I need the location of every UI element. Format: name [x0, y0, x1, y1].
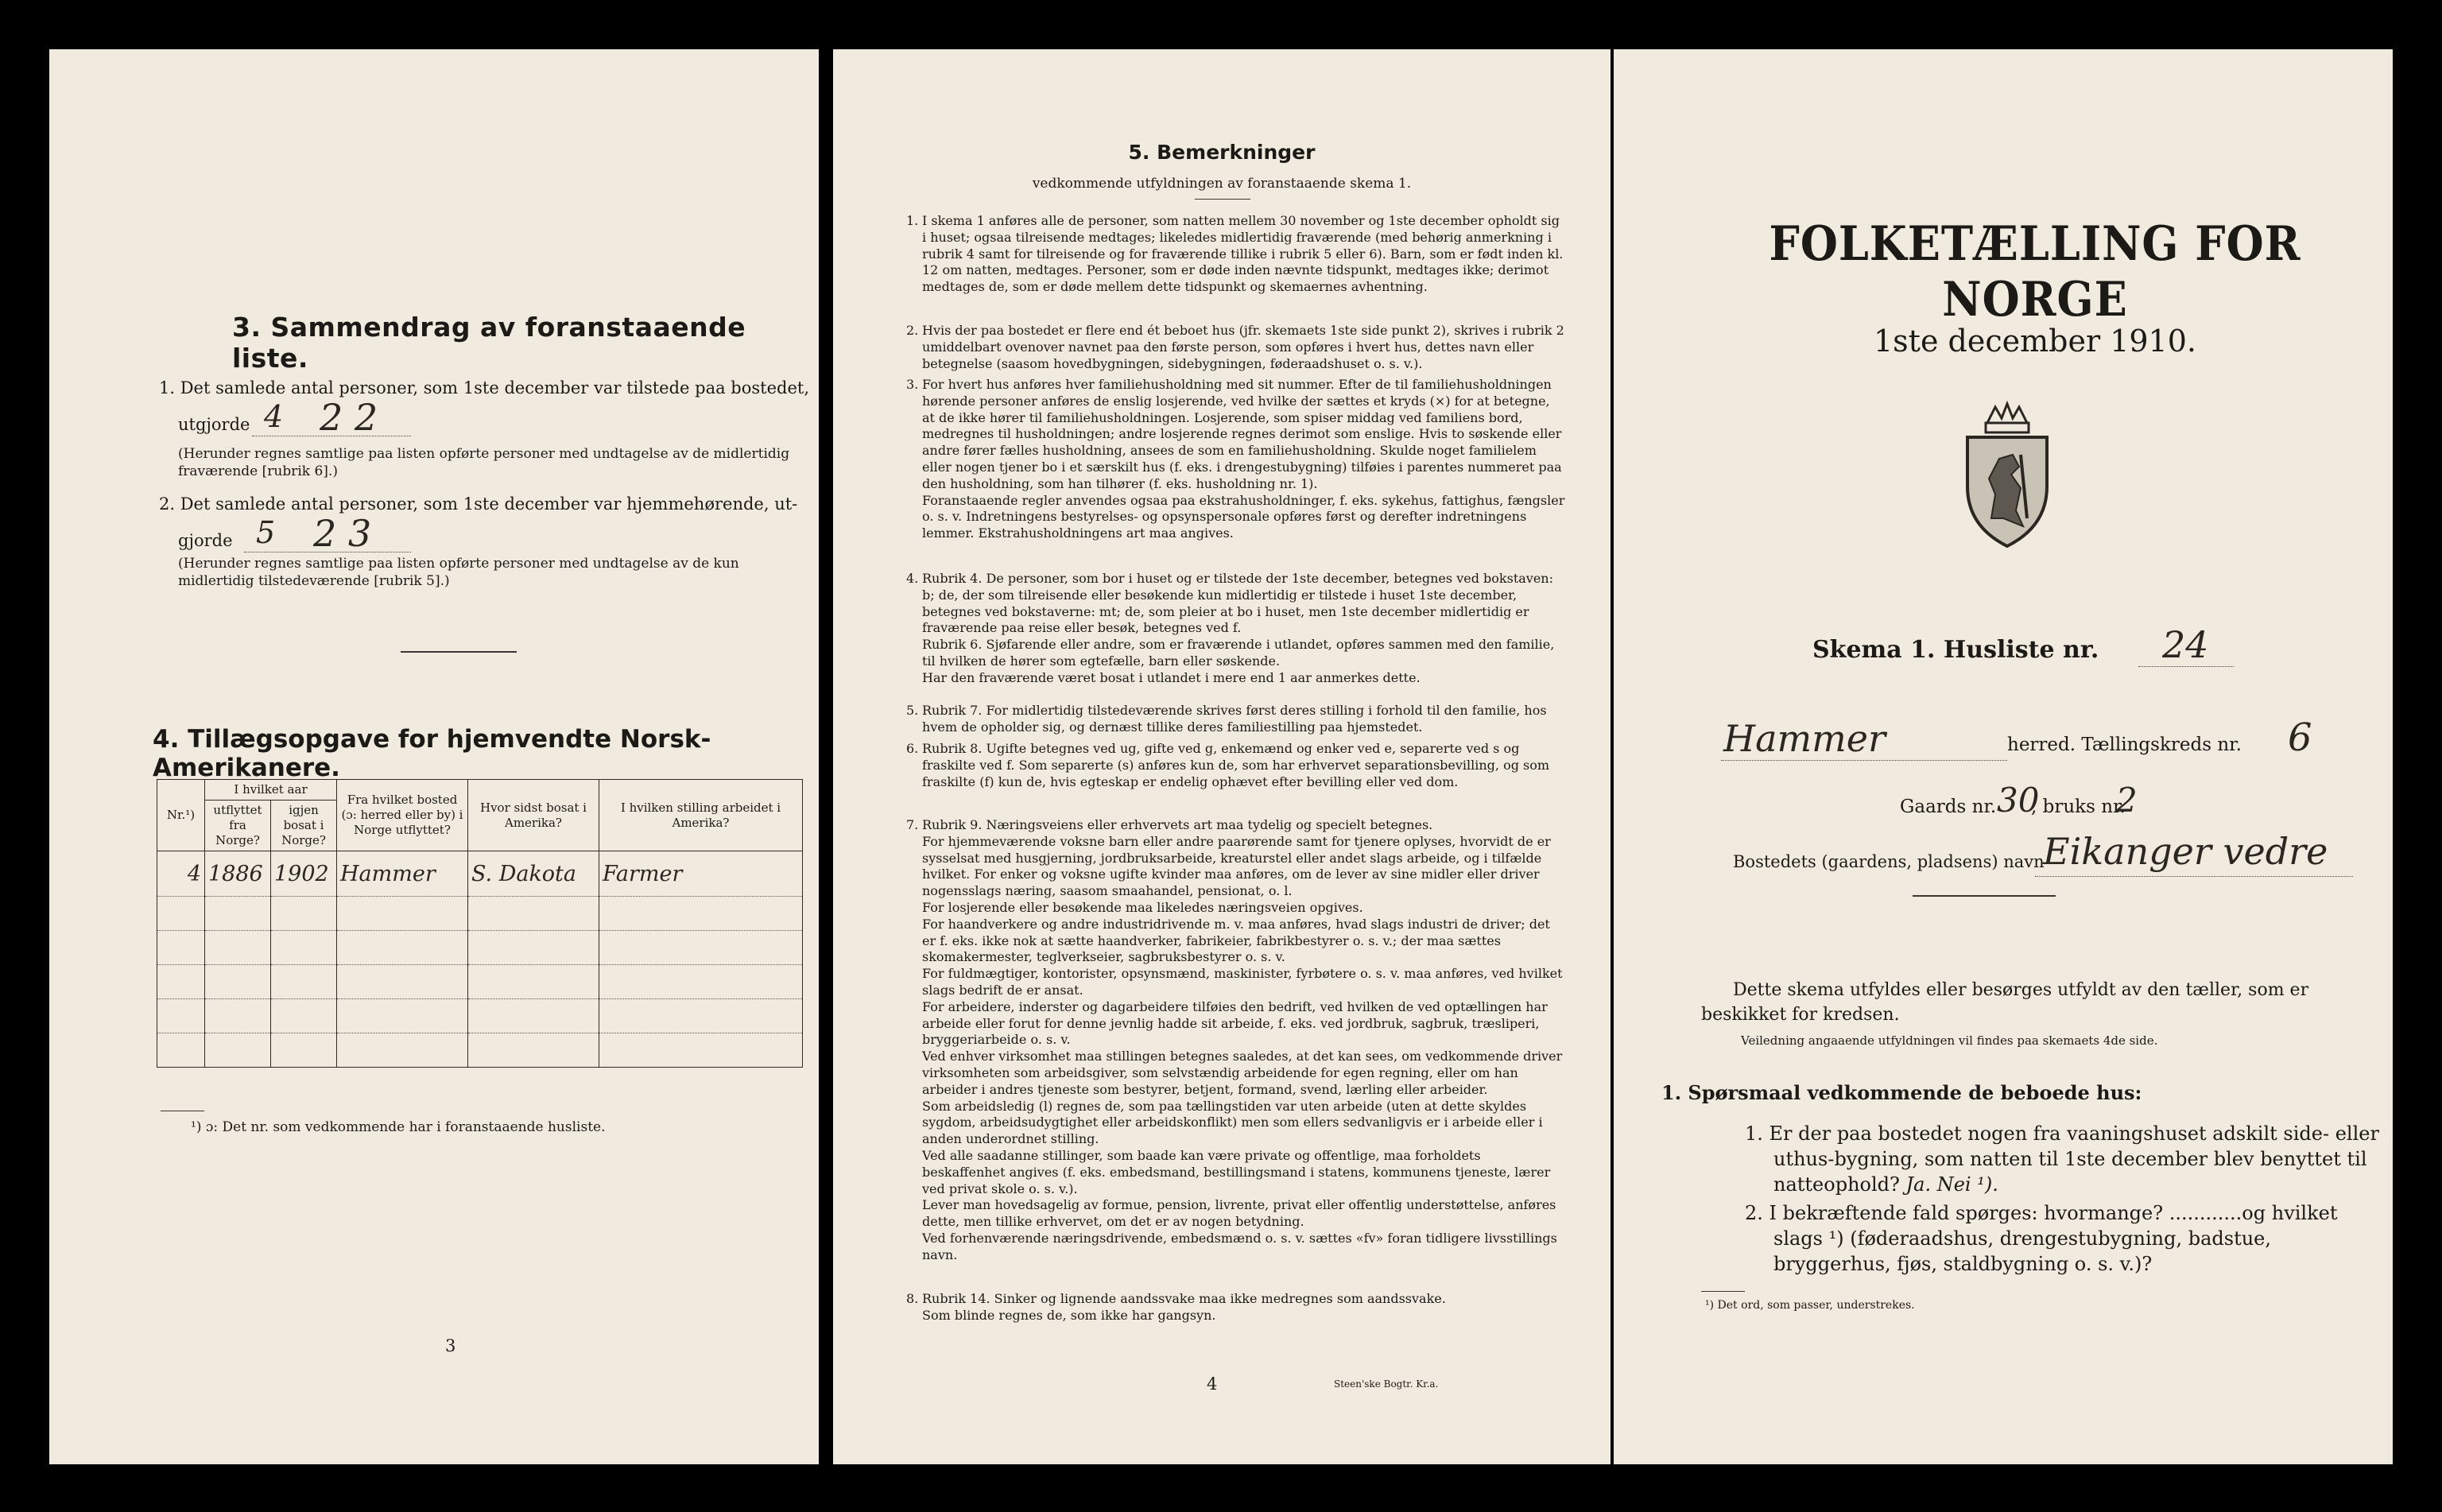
remark-number: 6.	[906, 741, 919, 756]
cell-returned: 1902	[271, 851, 337, 897]
col-occupation: I hvilken stilling arbeidet i Amerika?	[599, 780, 803, 851]
remark-number: 5.	[906, 703, 919, 718]
footnote-rule	[1701, 1291, 1745, 1292]
remark-number: 2.	[906, 323, 919, 338]
col-from-where: Fra hvilket bosted (ɔ: herred eller by) i Norge utflyttet?	[337, 780, 468, 851]
herred-dotted-line	[1721, 760, 2007, 761]
census-date: 1ste december 1910.	[1874, 324, 2196, 359]
table-row	[157, 931, 803, 965]
questions-title: 1. Spørsmaal vedkommende de beboede hus:	[1661, 1081, 2142, 1104]
remark-8	[906, 1291, 1566, 1324]
item2-handwritten-correction: 2 3	[313, 512, 372, 555]
col-group-year: I hvilket aar	[205, 780, 337, 801]
cell-emigrated: 1886	[205, 851, 271, 897]
remark-7	[906, 817, 1566, 1264]
remark-6	[906, 741, 1566, 790]
page3-footnote: ¹) Det ord, som passer, understrekes.	[1705, 1299, 1915, 1312]
section4-footnote: ¹) ɔ: Det nr. som vedkommende har i foranstaaende husliste.	[191, 1119, 606, 1135]
table-row	[157, 999, 803, 1033]
page-number-4: 4	[1207, 1374, 1218, 1394]
remark-text: Rubrik 7. For midlertidig tilstedeværende skrives først deres stilling i forhold til den familie, hos hvem de opholder sig, og dernæst tillike deres familiestilling paa hjemstedet.	[922, 703, 1547, 735]
col-emigrated: utflyttet fra Norge?	[205, 801, 271, 851]
remark-text: Hvis der paa bostedet er flere end ét beboet hus (jfr. skemaets 1ste side punkt 2), skrives i rubrik 2 umiddelbart ovenover navnet paa den første person, som opføres i hvert hus, dettes navn eller betegnelse (saasom hovedbygningen, sidebygningen, føderaadshuset o. s. v.).	[922, 323, 1564, 371]
husliste-nr: 24	[2162, 623, 2209, 666]
table-row	[157, 851, 803, 897]
table-row	[157, 965, 803, 999]
table-row	[157, 1033, 803, 1068]
intro-text: Dette skema utfyldes eller besørges utfyldt av den tæller, som er beskikket for kredsen.	[1701, 980, 2309, 1025]
section3-item1-note: (Herunder regnes samtlige paa listen opførte personer med undtagelse av de midlertidig fraværende [rubrik 6].)	[178, 446, 790, 479]
table-row	[157, 897, 803, 931]
herred-label: herred. Tællingskreds nr.	[2007, 735, 2242, 755]
section3-item2-note: (Herunder regnes samtlige paa listen opførte personer med undtagelse av de kun midlertidig tilstedeværende [rubrik 5].)	[178, 556, 739, 589]
bosted-name: Eikanger vedre	[2043, 830, 2328, 873]
question-2: 2. I bekræftende fald spørges: hvormange? ............og hvilket slags ¹) (føderaadshus, drengestubygning, badstue, bryggerhus, fjøs, staldbygning o. s. v.)?	[1745, 1202, 2338, 1275]
item2-handwritten-count: 5	[256, 515, 276, 550]
divider	[401, 651, 517, 653]
section3-item2-label: gjorde	[178, 531, 233, 550]
section4-title: 4. Tillægsopgave for hjemvendte Norsk-Amerikanere.	[153, 725, 711, 782]
col-nr: Nr.¹)	[157, 780, 205, 851]
section3-item2-line1: 2. Det samlede antal personer, som 1ste december var hjemmehørende, ut-	[159, 494, 798, 514]
gaards-nr: 30	[1997, 781, 2040, 820]
page-right	[1614, 49, 2393, 1464]
col-last-in-america: Hvor sidst bosat i Amerika?	[468, 780, 599, 851]
gaards-label: Gaards nr.	[1900, 797, 1997, 817]
remarks-subtitle: vedkommende utfyldningen av foranstaaende skema 1.	[1032, 176, 1412, 192]
remarks-title: 5. Bemerkninger	[1128, 141, 1316, 164]
item1-handwritten-count: 4	[264, 399, 284, 434]
cell-from-where: Hammer	[337, 851, 468, 897]
herred-name: Hammer	[1723, 717, 1886, 760]
remark-number: 3.	[906, 377, 919, 392]
divider	[1195, 199, 1250, 200]
norway-coat-of-arms-icon	[1956, 399, 2059, 550]
section3-item1-label: utgjorde	[178, 415, 250, 434]
kreds-nr: 6	[2288, 715, 2312, 760]
question-1	[1745, 1121, 2382, 1197]
section3-item1-line1: 1. Det samlede antal personer, som 1ste december var tilstede paa bostedet,	[159, 378, 810, 397]
item1-handwritten-correction: 2 2	[320, 396, 378, 439]
bruks-label: , bruks nr.	[2031, 797, 2126, 817]
remark-1	[906, 213, 1566, 296]
cell-last-in-america: S. Dakota	[468, 851, 599, 897]
page-number-3: 3	[445, 1336, 456, 1355]
page-middle	[833, 49, 1611, 1464]
remark-2	[906, 323, 1566, 372]
cell-nr: 4	[157, 851, 205, 897]
skema-label: Skema 1. Husliste nr.	[1812, 636, 2099, 664]
remark-5	[906, 703, 1566, 736]
remark-number: 4.	[906, 571, 919, 586]
remark-4	[906, 571, 1566, 687]
remark-text: For hvert hus anføres hver familiehusholdning med sit nummer. Efter de til familiehusholdningen hørende personer anføres de enslig losjerende, ved hvilke der sættes et kryds (×) for at betegne, at de ikke hører til familiehusholdningen. Losjerende, som spiser middag ved familiens bord, medregnes til husholdningen; andre losjerende regnes derimot som enslige. Hvis to søskende eller andre fører fælles husholdning, ansees de som en familiehusholdning. Skulde noget familielem eller nogen tjener bo i et særskilt hus (f. eks. i drengestubygning) tilføies i parentes nummeret paa den husholdning, som han tilhører (f. eks. husholdning nr. 1). Foranstaaende regler anvendes ogsaa paa ekstrahusholdninger, f. eks. sykehus, fattighus, fængsler o. s. v. Indretningens bestyrelses- og opsynspersonale opføres først og derefter indretningens lemmer. Ekstrahusholdningens art maa angives.	[922, 377, 1565, 541]
col-returned: igjen bosat i Norge?	[271, 801, 337, 851]
printer-mark: Steen'ske Bogtr. Kr.a.	[1334, 1378, 1439, 1390]
husliste-dotted-line	[2138, 666, 2234, 667]
section3-title: 3. Sammendrag av foranstaaende liste.	[232, 312, 746, 374]
page-left	[49, 49, 819, 1464]
ornament-divider	[1913, 895, 2056, 897]
remark-text: Rubrik 4. De personer, som bor i huset og er tilstede der 1ste december, betegnes ved bokstaven: b; de, der som tilreisende eller besøkende kun midlertidig er tilstede i huset 1ste december, betegnes ved bokstaverne: mt; de, som pleier at bo i huset, men 1ste december midlertidig er fraværende paa reise eller besøk, betegnes ved f. Rubrik 6. Sjøfarende eller andre, som er fraværende i utlandet, opføres sammen med den familie, til hvilken de hører som egtefælle, barn eller søskende. Har den fraværende været bosat i utlandet i mere end 1 aar anmerkes dette.	[922, 571, 1555, 685]
remark-text: Rubrik 14. Sinker og lignende aandssvake maa ikke medregnes som aandssvake. Som blinde regnes de, som ikke har gangsyn.	[922, 1291, 1446, 1323]
census-title: FOLKETÆLLING FOR NORGE	[1769, 216, 2301, 328]
remark-number: 7.	[906, 817, 919, 832]
remark-3	[906, 377, 1566, 542]
guide-text: Veiledning angaaende utfyldningen vil findes paa skemaets 4de side.	[1741, 1033, 2158, 1048]
question-1-text: 1. Er der paa bostedet nogen fra vaaningshuset adskilt side- eller uthus-bygning, som natten til 1ste december blev benyttet til natteophold?	[1745, 1122, 2379, 1196]
bruks-nr: 2	[2116, 781, 2138, 820]
remark-number: 1.	[906, 213, 919, 228]
norsk-amerikanere-table	[157, 779, 803, 1068]
remark-text: Rubrik 9. Næringsveiens eller erhvervets art maa tydelig og specielt betegnes. For hjemmeværende voksne barn eller andre paarørende samt for tjenere oplyses, hvorvidt de er sysselsat med husgjerning, jordbruksarbeide, kreaturstel eller andet slags arbeide, og i tilfælde hvilket. For enker og voksne ugifte kvinder maa anføres, om de lever av sine midler eller driver nogensslags næring, saasom smaahandel, pensionat, o. l. For losjerende eller besøkende maa likeledes næringsveien opgives. For haandverkere og andre industridrivende m. v. maa anføres, hvad slags industri de driver; det er f. eks. ikke nok at sætte haandverker, fabrikeier, fabrikbestyrer o. s. v.; der maa sættes skomakermester, teglverkseier, sagbruksbestyrer o. s. v. For fuldmægtiger, kontorister, opsynsmænd, maskinister, fyrbøtere o. s. v. maa anføres, ved hvilket slags bedrift de er ansat. For arbeidere, inderster og dagarbeidere tilføies den bedrift, ved hvilken de ved optællingen har arbeide eller forut for denne jevnlig hadde sit arbeide, f. eks. ved jordbruk, sagbruk, træsliperi, bryggeriarbeide o. s. v. Ved enhver virksomhet maa stillingen betegnes saaledes, at det kan sees, om vedkommende driver virksomheten som arbeidsgiver, som selvstændig arbeidende for egen regning, eller om han arbeider i andres tjeneste som bestyrer, betjent, formand, svend, lærling eller arbeider. Som arbeidsledig (l) regnes de, som paa tællingstiden var uten arbeide (uten at dette skyldes sygdom, arbeidsudygtighet eller arbeidskonflikt) men som ellers sedvanligvis er i arbeide eller i anden underordnet stilling. Ved alle saadanne stillinger, som baade kan være private og offentlige, maa forholdets beskaffenhet angives (f. eks. embedsmand, bestillingsmand i statens, kommunens tjeneste, lærer ved privat skole o. s. v.). Lever man hovedsagelig av formue, pension, livrente, privat eller offentlig understøttelse, anføres dette, men tillike erhvervet, om det er av nogen betydning. Ved forhenværende næringsdrivende, embedsmænd o. s. v. sættes «fv» foran tidligere livsstillings navn.	[922, 817, 1563, 1262]
question-1-answer: Ja. Nei ¹).	[1905, 1173, 1998, 1196]
remark-text: Rubrik 8. Ugifte betegnes ved ug, gifte ved g, enkemænd og enker ved e, separerte ved s og fraskilte ved f. Som separerte (s) anføres kun de, som har erhvervet separationsbevilling, og som fraskilte (f) kun de, hvis egteskap er endelig ophævet efter bevilling eller ved dom.	[922, 741, 1550, 789]
bosted-dotted-line	[2035, 876, 2353, 877]
bosted-label: Bostedets (gaardens, pladsens) navn	[1733, 852, 2045, 871]
remark-text: I skema 1 anføres alle de personer, som natten mellem 30 november og 1ste december opholdt sig i huset; ogsaa tilreisende medtages; likeledes midlertidig fraværende (med behørig anmerkning i rubrik 4 samt for tilreisende og for fraværende tillike i rubrik 5 eller 6). Barn, som er født inden kl. 12 om natten, medtages. Personer, som er døde inden nævnte tidspunkt, medtages ikke; derimot medtages de, som er døde mellem dette tidspunkt og skemaernes avhentning.	[922, 213, 1564, 295]
cell-occupation: Farmer	[599, 851, 803, 897]
remark-number: 8.	[906, 1291, 919, 1306]
